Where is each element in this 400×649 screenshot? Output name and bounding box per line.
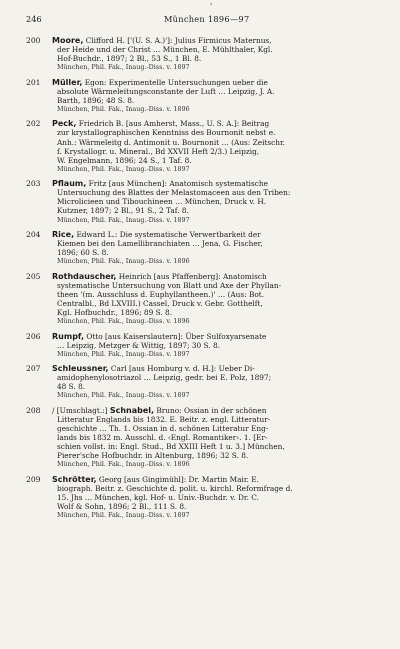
entry-dissertation-note: München, Phil. Fak., Inaug.-Diss. v. 1896	[57, 104, 190, 113]
entry-line: 15. Jhs … München, kgl. Hof- u. Univ.-Buchdr. v. Dr. C.	[57, 492, 259, 502]
entry-line: amidophenylosotriazol … Leipzig, gedr. bei E. Polz, 1897;	[57, 373, 272, 383]
entry-line: Kiemen bei den Lamellibranchiaten … Jena, G. Fischer,	[57, 239, 263, 249]
entry-dissertation-note: München, Phil. Fak., Inaug.-Diss. v. 1896	[57, 317, 190, 326]
entry-dissertation-note: München, Phil. Fak., Inaug.-Diss. v. 1897	[57, 511, 190, 520]
entry-first-line	[52, 364, 380, 373]
author-name: Müller,	[52, 77, 83, 87]
entry-line: Barth, 1896; 48 S. 8.	[57, 95, 135, 105]
entry-line: Untersuchung des Blattes der Melastomaceen aus den Triben:	[57, 188, 291, 198]
running-title: München 1896—97	[164, 14, 250, 24]
entry-line: Kgl. Hofbuchdr., 1896; 89 S. 8.	[57, 308, 173, 318]
entry-title-start: Otto [aus Kaiserslautern]: Über Sulfoxyarsenate	[84, 331, 267, 341]
bibliography-entry	[26, 332, 380, 358]
entry-first-line	[52, 119, 380, 128]
entry-line: W. Engelmann, 1896; 24 S., 1 Taf. 8.	[57, 155, 192, 165]
entry-first-line	[52, 272, 380, 281]
page-number: 246	[26, 14, 42, 24]
entry-line: Anh.: Wärmeleitg d. Antimonit u. Bournonit … (Aus: Zeitschr.	[57, 137, 286, 147]
entry-list	[26, 36, 380, 519]
bibliography-entry	[26, 475, 380, 520]
bibliography-entry	[26, 119, 380, 173]
entry-title-start: Heinrich [aus Pfaffenberg]: Anatomisch	[116, 271, 267, 281]
entry-line: theen '(m. Ausschluss d. Euphyllantheen.)' … (Aus: Bot.	[57, 289, 265, 299]
entry-prefix: / [Umschlagt.:]	[52, 405, 110, 415]
entry-dissertation-note: München, Phil. Fak., Inaug.-Diss. v. 1897	[57, 63, 190, 72]
entry-title-start: Egon: Experimentelle Untersuchungen ueber die	[82, 77, 268, 87]
entry-line: 1896; 60 S. 8.	[57, 248, 109, 258]
entry-number: 201	[26, 77, 41, 87]
entry-first-line	[52, 406, 380, 415]
entry-line: 48 S. 8.	[57, 382, 86, 392]
entry-line: Centralbl., Bd LXVIII.) Cassel, Druck v. Gebr. Gotthelft,	[57, 298, 263, 308]
bibliography-entry	[26, 364, 380, 399]
author-name: Moore,	[52, 36, 84, 45]
entry-line: Hof-Buchdr., 1897; 2 Bl., 53 S., 1 Bl. 8.	[57, 54, 202, 64]
entry-title-start: Edward L.: Die systematische Verwertbarkeit der	[74, 229, 261, 239]
entry-dissertation-note: München, Phil. Fak., Inaug.-Diss. v. 1896	[57, 460, 190, 469]
entry-line: Pierer'sche Hofbuchdr. in Altenburg, 1896; 32 S. 8.	[57, 451, 249, 461]
entry-line: geschichte … Th. 1. Ossian in d. schönen Litteratur Eng-	[57, 423, 269, 433]
author-name: Peck,	[52, 119, 77, 129]
entry-line: Wolf & Sohn, 1896; 2 Bl., 111 S. 8.	[57, 501, 187, 511]
entry-title-start: Carl [aus Homburg v. d. H.]: Ueber Di-	[108, 364, 255, 374]
bibliography-entry	[26, 179, 380, 224]
entry-number: 200	[26, 36, 41, 45]
entry-line: systematische Untersuchung von Blatt und Axe der Phyllan-	[57, 280, 282, 290]
stray-mark: '	[210, 2, 213, 11]
author-name: Rice,	[52, 229, 75, 239]
entry-number: 208	[26, 405, 41, 415]
entry-dissertation-note: München, Phil. Fak., Inaug.-Diss. v. 1897	[57, 349, 190, 358]
entry-line: Microlicieen und Tibouchineen … München, Druck v. H.	[57, 197, 267, 207]
entry-line: Kutzner, 1897; 2 Bl., 91 S., 2 Taf. 8.	[57, 206, 189, 216]
bibliography-entry	[26, 36, 380, 71]
entry-line: Litteratur Englands bis 1832. E. Beitr. z. engl. Litteratur-	[57, 414, 271, 424]
entry-first-line	[52, 475, 380, 484]
bibliography-entry	[26, 406, 380, 469]
author-name: Pflaum,	[52, 179, 87, 189]
bibliography-entry	[26, 78, 380, 113]
entry-first-line	[52, 179, 380, 188]
page-header	[26, 14, 380, 30]
entry-title-start: Fritz [aus München]: Anatomisch systematische	[86, 179, 268, 189]
entry-dissertation-note: München, Phil. Fak., Inaug.-Diss. v. 1897	[57, 391, 190, 400]
entry-title-start: Bruno: Ossian in der schönen	[154, 405, 267, 415]
entry-number: 207	[26, 364, 41, 374]
entry-dissertation-note: München, Phil. Fak., Inaug.-Diss. v. 1897	[57, 215, 190, 224]
author-name: Rumpf,	[52, 331, 84, 341]
entry-line: f. Krystallogr. u. Mineral., Bd XXVII Heft 2/3.) Leipzig,	[57, 146, 260, 156]
entry-first-line	[52, 78, 380, 87]
entry-number: 202	[26, 119, 41, 129]
entry-number: 209	[26, 474, 41, 484]
bibliography-entry	[26, 272, 380, 326]
entry-line: zur krystallographischen Kenntniss des Bournonit nebst e.	[57, 128, 276, 138]
entry-dissertation-note: München, Phil. Fak., Inaug.-Diss. v. 1896	[57, 257, 190, 266]
entry-title-start: Friedrich B. [aus Amherst, Mass., U. S. A.]: Beitrag	[76, 119, 270, 129]
entry-title-start: Clifford H. ['(U. S. A.)']: Julius Firmicus Maternus,	[83, 36, 272, 45]
entry-line: der Heide und der Christ … München, E. Mühlthaler, Kgl.	[57, 45, 273, 55]
entry-number: 204	[26, 229, 41, 239]
entry-number: 203	[26, 179, 41, 189]
entry-first-line	[52, 332, 380, 341]
entry-number: 205	[26, 271, 41, 281]
entry-first-line	[52, 230, 380, 239]
author-name: Schleussner,	[52, 364, 109, 374]
entry-line: schien vollst. in: Engl. Stud., Bd XXIII Heft 1 u. 3.] München,	[57, 442, 285, 452]
author-name: Schrötter,	[52, 474, 97, 484]
entry-line: absolute Wärmeleitungsconstante der Luft … Leipzig, J. A.	[57, 86, 275, 96]
entry-number: 206	[26, 331, 41, 341]
entry-line: … Leipzig, Metzger & Wittig, 1897; 30 S. 8.	[57, 340, 220, 350]
entry-title-start: Georg [aus Gingimühl]: Dr. Martin Mair. E.	[96, 474, 259, 484]
entry-first-line	[52, 36, 380, 45]
entry-line: biograph. Beitr. z. Geschichte d. polit. u. kirchl. Reformfrage d.	[57, 483, 293, 493]
author-name: Rothdauscher,	[52, 271, 117, 281]
entry-line: lands bis 1832 m. Ausschl. d. ‹Engl. Romantiker›. 1. [Er-	[57, 433, 268, 443]
author-name: Schnabel,	[109, 405, 155, 415]
entry-dissertation-note: München, Phil. Fak., Inaug.-Diss. v. 1897	[57, 164, 190, 173]
bibliography-entry	[26, 230, 380, 265]
